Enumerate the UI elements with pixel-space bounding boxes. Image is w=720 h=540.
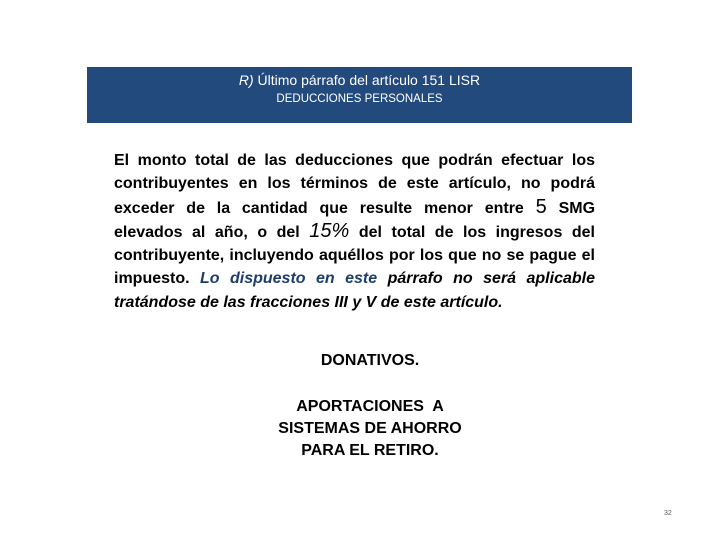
banner-title-main: Último párrafo del artículo 151 LISR: [253, 72, 481, 88]
paragraph-part2: SMG elevados al año, o del: [114, 199, 596, 241]
paragraph-emphasis-1: Lo dispuesto en este: [189, 270, 378, 288]
banner-subtitle: DEDUCCIONES PERSONALES: [276, 93, 443, 105]
paragraph-number-15: 15%: [309, 219, 350, 242]
section-banner: [87, 67, 632, 123]
heading-aportaciones: [10, 396, 720, 462]
paragraph-part1: El monto total de las deducciones que podrán efectuar los contribuyentes en los términos de este artículo, no podrá exceder de la cantidad que resulte menor entre: [114, 152, 595, 217]
paragraph-emphasis-2: párrafo no será aplicable tratándose de las fracciones III y V de este artículo.: [114, 270, 595, 311]
aportaciones-line-2: SISTEMAS DE AHORRO: [278, 420, 462, 437]
banner-title-prefix: R): [238, 72, 254, 88]
aportaciones-line-3: PARA EL RETIRO.: [301, 442, 439, 459]
main-paragraph: [114, 149, 595, 314]
paragraph-number-5: 5: [535, 195, 547, 218]
aportaciones-line-1: APORTACIONES A: [296, 398, 444, 415]
page-number: 32: [664, 510, 672, 517]
paragraph-part3: del total de los ingresos del contribuyente, incluyendo aquéllos por los que no se pague el impuesto.: [114, 223, 595, 288]
heading-donativos: DONATIVOS.: [320, 352, 420, 369]
banner-title: [87, 72, 632, 88]
